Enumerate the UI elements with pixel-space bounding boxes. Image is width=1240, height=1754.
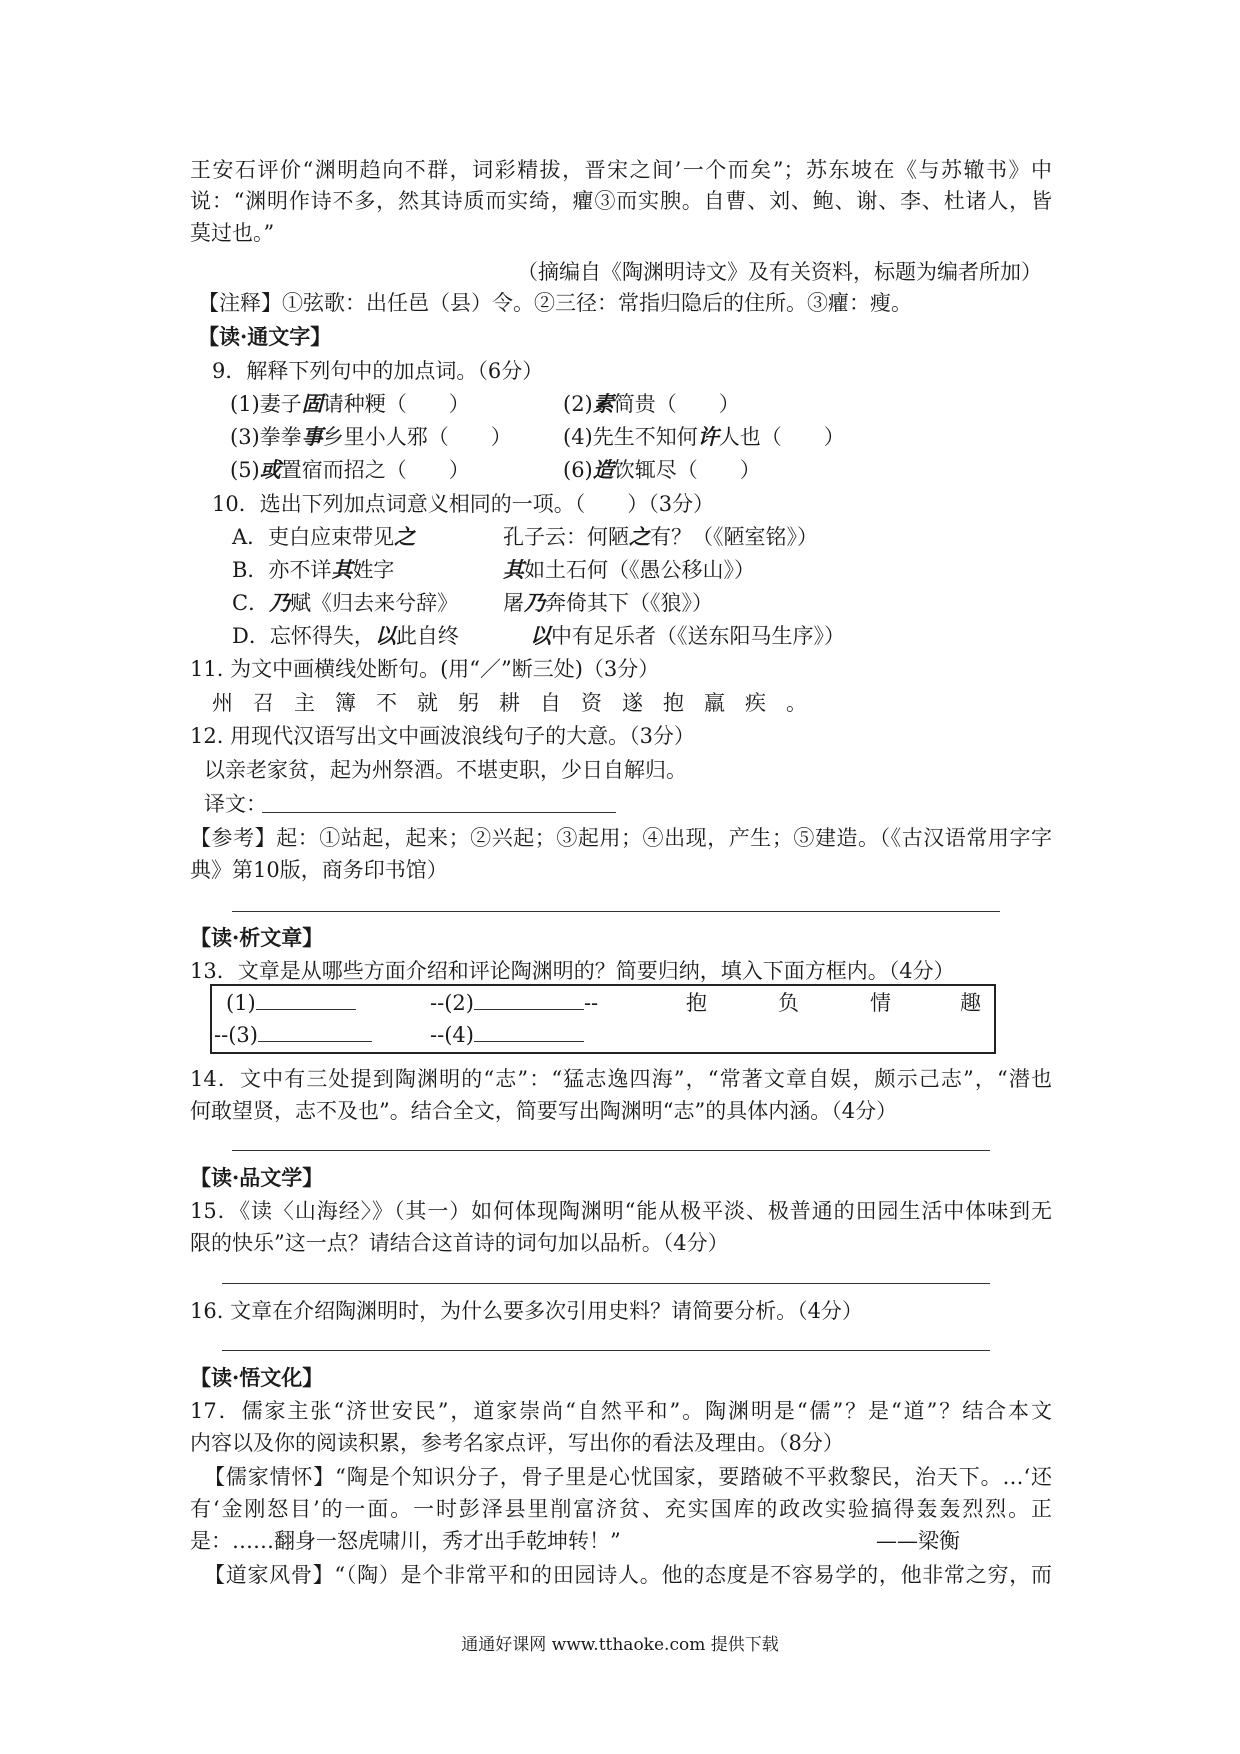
dotted-char: 素 — [592, 391, 614, 416]
passage-line-2: 说：“渊明作诗不多，然其诗质而实绮，癯③而实腴。自曹、刘、鲍、谢、李、杜诸人，皆 — [190, 189, 1052, 213]
q12-reference-line-2: 典》第10版，商务印书馆） — [190, 858, 448, 882]
dotted-char: 固 — [301, 391, 323, 416]
dotted-char: 之 — [394, 524, 416, 549]
dotted-char: 乃 — [269, 590, 291, 615]
q13-blank-4[interactable]: --(4) — [430, 1020, 584, 1050]
dotted-char: 其 — [331, 557, 353, 582]
q15-line-2: 限的快乐”这一点？请结合这首诗的词句加以品析。（4分） — [190, 1231, 729, 1255]
q13-fixed-4: 趣 — [960, 991, 981, 1015]
dotted-char: 许 — [697, 424, 719, 449]
q9-item-4: (4)先生不知何许人也（ ） — [563, 424, 845, 449]
passage-notes: 【注释】①弦歌：出任邑（县）令。②三径：常指归隐后的住所。③癯：瘦。 — [198, 291, 912, 315]
q12-reference-line-1: 【参考】起：①站起，起来；②兴起；③起用；④出现，产生；⑤建造。（《古汉语常用字字 — [190, 826, 1052, 850]
q17-line-2: 内容以及你的阅读积累，参考名家点评，写出你的看法及理由。（8分） — [190, 1431, 844, 1455]
q13-blank-2[interactable]: --(2) -- — [430, 991, 599, 1015]
section-title-xiwenzhang: 【读·析文章】 — [190, 925, 324, 950]
section-title-wuwenhua: 【读·悟文化】 — [190, 1365, 324, 1390]
q13-stem: 13．文章是从哪些方面介绍和评论陶渊明的？简要归纳，填入下面方框内。（4分） — [190, 959, 955, 983]
q10-option-d-left: D．忘怀得失，以此自终 — [232, 623, 459, 648]
q10-option-c-left: C．乃赋《归去来兮辞》 — [232, 590, 459, 615]
passage-source: （摘编自《陶渊明诗文》及有关资料，标题为编者所加） — [517, 260, 1042, 284]
dotted-char: 乃 — [524, 590, 545, 615]
dotted-char: 造 — [592, 457, 614, 482]
q13-fixed-3: 情 — [870, 991, 891, 1015]
q15-answer-line[interactable] — [222, 1283, 990, 1284]
dotted-char: 以 — [374, 623, 396, 648]
passage-line-1: 王安石评价“渊明趋向不群，词彩精拔，晋宋之间’一个而矣”；苏东坡在《与苏辙书》中 — [190, 158, 1052, 182]
dotted-char: 以 — [530, 623, 551, 648]
q10-stem: 10．选出下列加点词意义相同的一项。（ ）（3分） — [212, 492, 715, 516]
q10-option-a-right: 孔子云：何陋之有？（《陋室铭》） — [503, 524, 818, 549]
section-title-tongwenzi: 【读·通文字】 — [198, 324, 332, 349]
page-footer: 通通好课网 www.tthaoke.com 提供下载 — [461, 1635, 779, 1655]
q12-text: 以亲老家贫，起为州祭酒。不堪吏职，少日自解归。 — [204, 758, 687, 782]
q11-text: 州召主簿不就躬耕自资遂抱羸疾。 — [212, 691, 827, 715]
q9-item-2: (2)素简贵（ ） — [563, 391, 740, 416]
q9-item-5: (5)或置宿而招之（ ） — [230, 457, 470, 482]
passage-line-3: 莫过也。” — [190, 221, 275, 245]
q9-stem: 9．解释下列句中的加点词。（6分） — [212, 359, 544, 383]
q16-stem: 16. 文章在介绍陶渊明时，为什么要多次引用史料？请简要分析。（4分） — [190, 1299, 863, 1323]
q15-line-1: 15．《读〈山海经〉》（其一）如何体现陶渊明“能从极平淡、极普通的田园生活中体味到无 — [190, 1199, 1052, 1223]
q17-line-1: 17．儒家主张“济世安民”，道家崇尚“自然平和”。陶渊明是“儒”？是“道”？结合本文 — [190, 1399, 1052, 1423]
q17-ruxue-line-1: 【儒家情怀】“陶是个知识分子，骨子里是心忧国家，要踏破不平救黎民，治天下。…‘还 — [204, 1465, 1052, 1489]
q14-line-2: 何敢望贤，志不及也”。结合全文，简要写出陶渊明“志”的具体内涵。（4分） — [190, 1099, 898, 1123]
dotted-char: 或 — [259, 457, 281, 482]
q12-answer-line[interactable] — [262, 812, 616, 813]
q16-answer-line[interactable] — [222, 1350, 990, 1351]
q11-stem: 11. 为文中画横线处断句。(用“／”断三处)（3分） — [190, 657, 660, 681]
q10-option-b-right: 其如土石何（《愚公移山》） — [503, 557, 755, 582]
q13-fixed-1: 抱 — [686, 991, 707, 1015]
q12-extra-answer-line[interactable] — [232, 911, 1000, 912]
section-title-pinwenxue: 【读·品文学】 — [190, 1165, 324, 1190]
q13-answer-box — [210, 984, 996, 1054]
q13-blank-1[interactable]: (1) — [226, 988, 356, 1018]
dotted-char: 其 — [503, 557, 524, 582]
q10-option-b-left: B．亦不详其姓字 — [232, 557, 395, 582]
dotted-char: 事 — [301, 424, 323, 449]
q9-item-3: (3)拳拳事乡里小人邪（ ） — [230, 424, 512, 449]
q17-ruxue-line-3: 是：……翻身一怒虎啸川，秀才出手乾坤转！” — [190, 1529, 621, 1553]
q10-option-d-right: 以中有足乐者（《送东阳马生序》） — [530, 623, 845, 648]
q17-ruxue-author: ——梁衡 — [876, 1529, 960, 1553]
q13-fixed-2: 负 — [778, 991, 799, 1015]
q17-daojia-line-1: 【道家风骨】“（陶）是个非常平和的田园诗人。他的态度是不容易学的，他非常之穷，而 — [204, 1563, 1052, 1587]
q9-item-1: (1)妻子固请种粳（ ） — [230, 391, 470, 416]
q14-answer-line[interactable] — [232, 1150, 990, 1151]
q10-option-a-left: A．吏白应束带见之 — [232, 524, 416, 549]
dotted-char: 之 — [629, 524, 650, 549]
q10-option-c-right: 屠乃奔倚其下（《狼》） — [503, 590, 713, 615]
q9-item-6: (6)造饮辄尽（ ） — [563, 457, 761, 482]
q12-answer-label: 译文： — [204, 792, 267, 816]
q12-stem: 12. 用现代汉语写出文中画波浪线句子的大意。（3分） — [190, 724, 695, 748]
q13-blank-3[interactable]: --(3) — [214, 1020, 372, 1050]
q14-line-1: 14．文中有三处提到陶渊明的“志”：“猛志逸四海”，“常著文章自娱，颇示己志”，“潜也 — [190, 1067, 1052, 1091]
q17-ruxue-line-2: 有‘金刚怒目’的一面。一时彭泽县里削富济贫、充实国库的政改实验搞得轰轰烈烈。正 — [190, 1497, 1052, 1521]
